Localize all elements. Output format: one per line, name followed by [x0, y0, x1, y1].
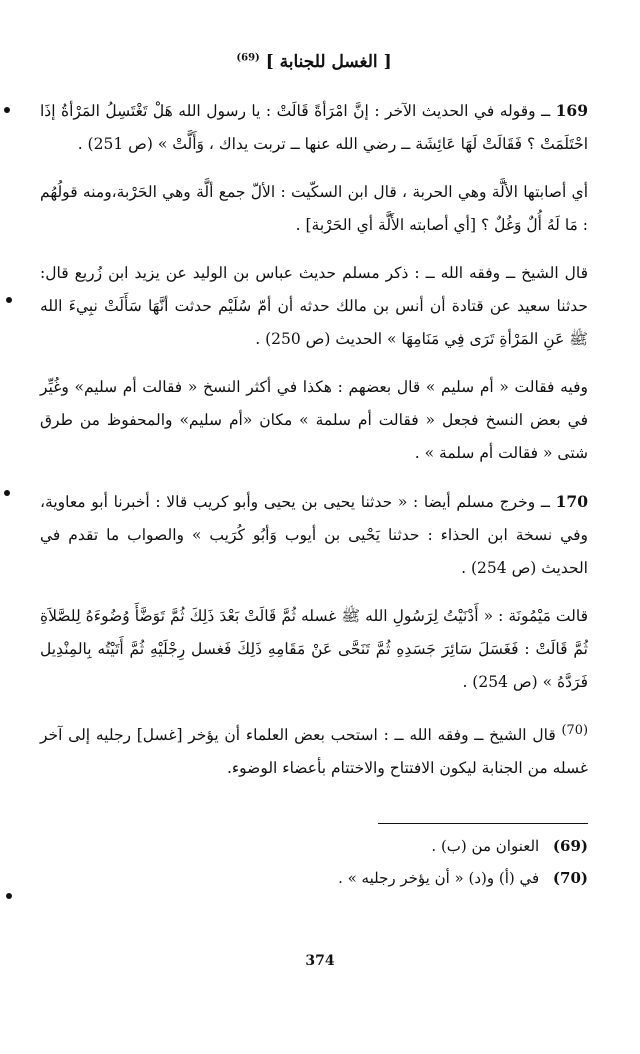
paragraph-sheikh-1	[40, 257, 588, 356]
scan-mark	[4, 107, 10, 113]
paragraph-text: قال الشيخ ــ وفقه الله ــ : ذكر مسلم حديث عباس بن الوليد عن يزيد ابن زُريع قال: حدثنا سعيد عن قتادة أن أنس بن مالك حدثه أن أمّ سُلَيْم حدثت أنَّهَا سَأَلَتْ نبِيءَ الله ﷺ عَنِ المَرْأةِ تَرَى فِي مَنَامِهَا » الحديث (ص 250) .	[40, 264, 588, 348]
scan-mark	[4, 490, 10, 496]
scan-mark	[6, 297, 12, 303]
paragraph-text: ــ وخرج مسلم أيضا : « حدثنا يحيى بن يحيى وأبو كريب قالا : أخبرنا أبو معاوية، وفي نسخة ابن الحذاء : حدثنا يَحْيى بن أيوب وَأبُو كُرَيب » والصواب ما تقدم في الحديث (ص 254) .	[40, 493, 588, 577]
paragraph-text: قالت مَيْمُونَة : « أَدْنَيْتُ لِرَسُولِ الله ﷺ غسله ثُمَّ قَالَتْ بَعْدَ ذَلِكَ ثُمَّ تَوَضَّأَ وُضُوءَهُ لِلصَّلاَةِ ثُمَّ قَالَتْ : فَغَسَلَ سَائِرَ جَسَدِهِ ثُمَّ تَنَحَّى عَنْ مَقَامِهِ ذَلِكَ فَغسل رِجْلَيْهِ ثُمَّ أَتَيْتُه بِالمِنْدِيل فَرَدَّهُ » (ص 254) .	[40, 607, 588, 691]
page-body	[40, 40, 588, 894]
paragraph-sheikh-2	[40, 714, 588, 785]
footnote-ref: (70)	[561, 723, 588, 738]
paragraph-text: أي أصابتها الألَّة وهي الحربة ، قال ابن السكّيت : الألّ جمع ألَّة وهي الحَرْبة،ومنه قولُهُم : مَا لَهُ أُلٌ وَغُلٌ ؟ [أي أصابته الأَلَّة أي الحَرْبة] .	[40, 183, 588, 234]
paragraph-commentary-alla	[40, 176, 588, 242]
paragraph-169	[40, 94, 588, 161]
hadith-number: 170	[555, 492, 588, 511]
footnote-number: (70)	[552, 869, 588, 888]
footnote-text: في (أ) و(د) « أن يؤخر رجليه » .	[338, 869, 540, 888]
hadith-number: 169	[555, 101, 588, 120]
paragraph-maymuna	[40, 600, 588, 699]
paragraph-text: ــ وقوله في الحديث الآخر : إنَّ امْرَأةً قَالَتْ : يا رسول الله هَلْ تَغْتَسِلُ المَرْأةُ إذَا احْتَلَمَتْ ؟ فَقَالَتْ لَهَا عَائِشَة ــ رضي الله عنها ــ تربت يداك ، وَأَلَّتْ » (ص 251) .	[40, 102, 588, 153]
paragraph-text: قال الشيخ ــ وفقه الله ــ : استحب بعض العلماء أن يؤخر [غسل] رجليه إلى آخر غسله من الجنابة ليكون الافتتاح والاختتام بأعضاء الوضوء.	[40, 726, 588, 778]
paragraph-umm-sulaym	[40, 371, 588, 470]
footnote-70	[40, 862, 588, 894]
footnote-divider	[378, 823, 588, 824]
section-title: [ الغسل للجنابة ]	[265, 52, 392, 72]
page-title	[40, 52, 588, 72]
footnote-69	[40, 830, 588, 862]
title-footnote-ref: (69)	[236, 52, 260, 64]
paragraph-170	[40, 485, 588, 585]
footnote-text: العنوان من (ب) .	[431, 837, 540, 856]
page-number: 374	[305, 953, 335, 969]
footnote-number: (69)	[552, 837, 588, 856]
scan-mark	[6, 893, 12, 899]
paragraph-text: وفيه فقالت « أم سليم » قال بعضهم : هكذا في أكثر النسخ « فقالت أم سليم» وغُيِّر في بعض النسخ فجعل « فقالت أم سلمة » مكان «أم سليم» والمحفوظ من طرق شتى « فقالت أم سلمة » .	[40, 378, 588, 462]
